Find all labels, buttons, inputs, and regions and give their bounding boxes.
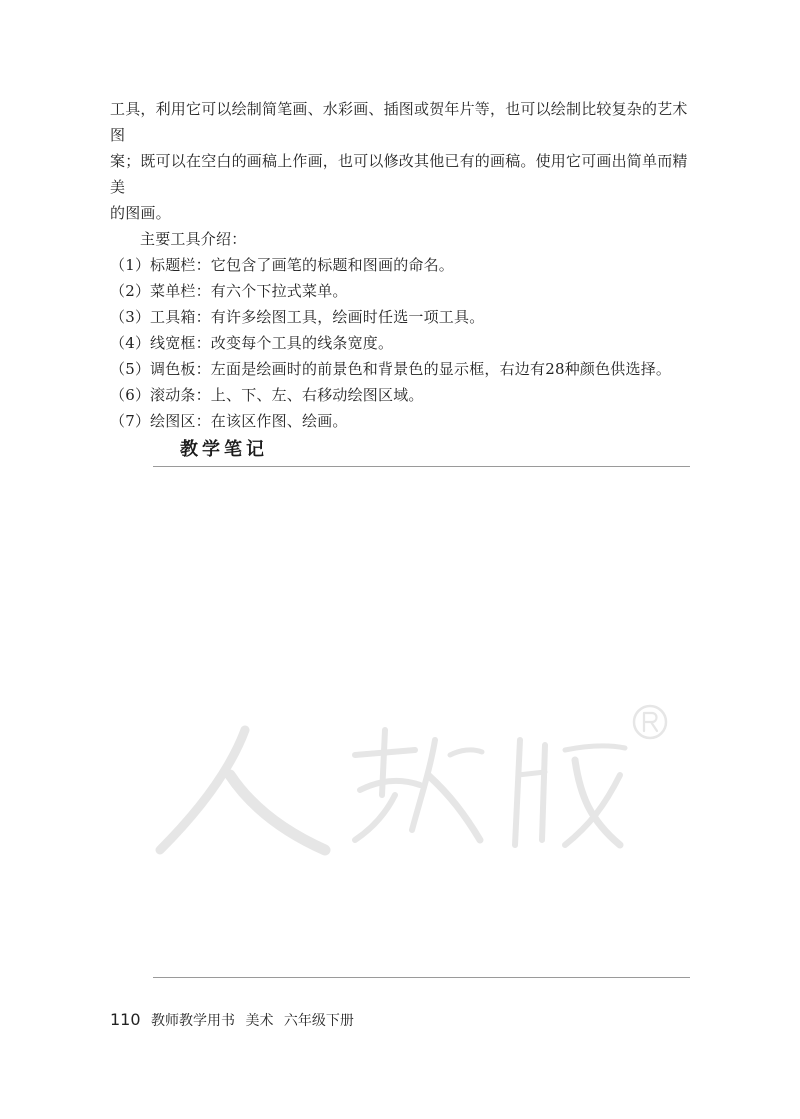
list-item-text: 标题栏：它包含了画笔的标题和图画的命名。 xyxy=(150,256,455,274)
notes-bottom-divider xyxy=(153,977,690,978)
subject-label: 美术 xyxy=(245,1013,274,1029)
list-item-text: 调色板：左面是绘画时的前景色和背景色的显示框，右边有28种颜色供选择。 xyxy=(150,360,672,378)
list-item-number: （5） xyxy=(110,360,151,378)
notes-heading: 教学笔记 xyxy=(180,439,268,460)
list-item-number: （6） xyxy=(110,386,151,404)
page-number: 110 xyxy=(110,1010,141,1029)
list-item xyxy=(110,278,690,304)
body-text xyxy=(110,96,690,434)
list-item xyxy=(110,330,690,356)
book-title: 教师教学用书 xyxy=(151,1013,235,1029)
page-footer xyxy=(110,1010,360,1030)
list-item-number: （4） xyxy=(110,334,151,352)
list-item-number: （3） xyxy=(110,308,151,326)
list-item-text: 线宽框：改变每个工具的线条宽度。 xyxy=(150,334,394,352)
list-item xyxy=(110,252,690,278)
intro-line-3: 的图画。 xyxy=(110,204,171,222)
list-item xyxy=(110,356,690,382)
list-item xyxy=(110,304,690,330)
intro-line-1: 工具，利用它可以绘制简笔画、水彩画、插图或贺年片等，也可以绘制比较复杂的艺术图 xyxy=(110,100,688,144)
list-item xyxy=(110,382,690,408)
list-item-text: 菜单栏：有六个下拉式菜单。 xyxy=(150,282,348,300)
list-item-number: （1） xyxy=(110,256,151,274)
list-item-text: 绘图区：在该区作图、绘画。 xyxy=(150,412,348,430)
tool-list xyxy=(110,252,690,434)
intro-line-2: 案；既可以在空白的画稿上作画，也可以修改其他已有的画稿。使用它可画出简单而精美 xyxy=(110,152,688,196)
notes-top-divider xyxy=(153,466,690,467)
list-item-text: 工具箱：有许多绘图工具，绘画时任选一项工具。 xyxy=(150,308,485,326)
list-item-number: （7） xyxy=(110,412,151,430)
tools-heading: 主要工具介绍： xyxy=(140,230,247,248)
list-item xyxy=(110,408,690,434)
list-item-text: 滚动条：上、下、左、右移动绘图区域。 xyxy=(150,386,424,404)
publisher-watermark-logo xyxy=(150,700,670,870)
grade-label: 六年级下册 xyxy=(283,1013,354,1029)
list-item-number: （2） xyxy=(110,282,151,300)
